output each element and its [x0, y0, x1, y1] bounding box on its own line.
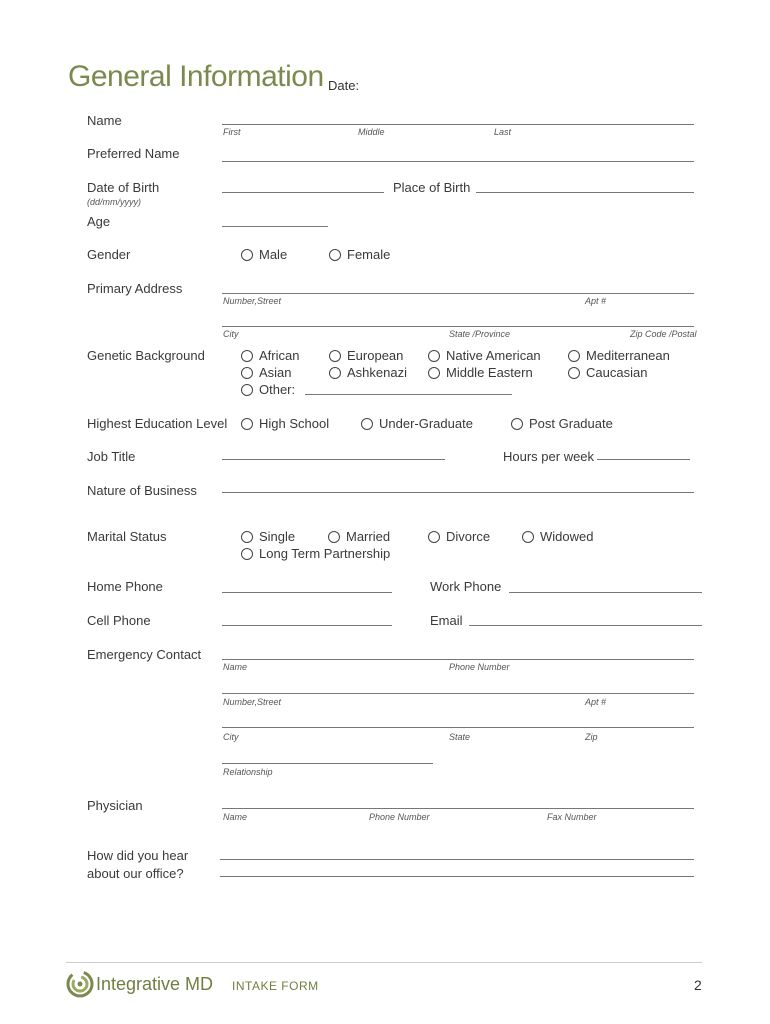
work-phone-field[interactable]	[509, 592, 702, 593]
page-number: 2	[694, 977, 702, 993]
emergency-apt-caption: Apt #	[585, 697, 607, 707]
emergency-street-field[interactable]	[222, 693, 694, 694]
emergency-relationship-field[interactable]	[222, 763, 433, 764]
page-title: General Information	[68, 60, 324, 93]
education-label: Highest Education Level	[87, 416, 228, 431]
genetic-option-asian[interactable]: Asian	[241, 365, 292, 380]
genetic-option-european[interactable]: European	[329, 348, 403, 363]
referral-field-line1[interactable]	[220, 859, 694, 860]
radio-icon[interactable]	[428, 350, 440, 362]
physician-phone-caption: Phone Number	[369, 812, 430, 822]
genetic-option-native-american[interactable]: Native American	[428, 348, 541, 363]
gender-label: Gender	[87, 247, 131, 262]
genetic-option-middle-eastern[interactable]: Middle Eastern	[428, 365, 533, 380]
address-state-caption: State /Province	[449, 329, 511, 339]
marital-option-divorce[interactable]: Divorce	[428, 529, 490, 544]
radio-icon[interactable]	[328, 531, 340, 543]
integrative-md-logo-icon	[66, 970, 94, 998]
emergency-state-caption: State	[449, 732, 471, 742]
preferred-name-field[interactable]	[222, 161, 694, 162]
radio-icon[interactable]	[329, 350, 341, 362]
radio-icon[interactable]	[329, 249, 341, 261]
radio-icon[interactable]	[241, 384, 253, 396]
education-option-under-graduate[interactable]: Under-Graduate	[361, 416, 473, 431]
referral-label-line2: about our office?	[87, 866, 184, 881]
address-street-caption: Number,Street	[223, 296, 282, 306]
referral-label-line1: How did you hear	[87, 848, 189, 863]
radio-icon[interactable]	[241, 249, 253, 261]
place-of-birth-field[interactable]	[476, 192, 694, 193]
marital-option-single[interactable]: Single	[241, 529, 295, 544]
physician-field[interactable]	[222, 808, 694, 809]
emergency-contact-label: Emergency Contact	[87, 647, 202, 662]
address-street-field[interactable]	[222, 293, 694, 294]
marital-status-label: Marital Status	[87, 529, 167, 544]
radio-icon[interactable]	[241, 418, 253, 430]
address-city-caption: City	[223, 329, 239, 339]
emergency-city-field[interactable]	[222, 727, 694, 728]
work-phone-label: Work Phone	[430, 579, 502, 594]
radio-icon[interactable]	[568, 350, 580, 362]
radio-icon[interactable]	[241, 531, 253, 543]
radio-icon[interactable]	[522, 531, 534, 543]
job-title-label: Job Title	[87, 449, 136, 464]
genetic-background-label: Genetic Background	[87, 348, 205, 363]
home-phone-field[interactable]	[222, 592, 392, 593]
marital-option-married[interactable]: Married	[328, 529, 390, 544]
radio-icon[interactable]	[241, 367, 253, 379]
name-first-caption: First	[223, 127, 241, 137]
preferred-name-label: Preferred Name	[87, 146, 180, 161]
place-of-birth-label: Place of Birth	[393, 180, 471, 195]
radio-icon[interactable]	[241, 548, 253, 560]
job-title-field[interactable]	[222, 459, 445, 460]
radio-icon[interactable]	[329, 367, 341, 379]
genetic-option-ashkenazi[interactable]: Ashkenazi	[329, 365, 407, 380]
radio-icon[interactable]	[568, 367, 580, 379]
address-zip-caption: Zip Code /Postal	[630, 329, 697, 339]
age-label: Age	[87, 214, 111, 229]
name-label: Name	[87, 113, 122, 128]
dob-field[interactable]	[222, 192, 384, 193]
referral-field-line2[interactable]	[220, 876, 694, 877]
genetic-option-african[interactable]: African	[241, 348, 299, 363]
emergency-name-field[interactable]	[222, 659, 694, 660]
name-middle-caption: Middle	[358, 127, 385, 137]
emergency-phone-caption: Phone Number	[449, 662, 510, 672]
hours-per-week-label: Hours per week	[503, 449, 595, 464]
physician-fax-caption: Fax Number	[547, 812, 597, 822]
cell-phone-label: Cell Phone	[87, 613, 151, 628]
emergency-street-caption: Number,Street	[223, 697, 282, 707]
education-option-high-school[interactable]: High School	[241, 416, 329, 431]
email-label: Email	[430, 613, 463, 628]
footer-divider	[66, 962, 702, 963]
genetic-option-caucasian[interactable]: Caucasian	[568, 365, 647, 380]
emergency-zip-caption: Zip	[585, 732, 598, 742]
nature-of-business-field[interactable]	[222, 492, 694, 493]
genetic-option-other[interactable]: Other:	[241, 382, 295, 397]
age-field[interactable]	[222, 226, 328, 227]
dob-format-caption: (dd/mm/yyyy)	[87, 197, 141, 207]
name-field[interactable]	[222, 124, 694, 125]
gender-option-male[interactable]: Male	[241, 247, 287, 262]
hours-per-week-field[interactable]	[597, 459, 690, 460]
physician-name-caption: Name	[223, 812, 248, 822]
marital-option-widowed[interactable]: Widowed	[522, 529, 593, 544]
email-field[interactable]	[469, 625, 702, 626]
date-label: Date:	[328, 78, 360, 93]
radio-icon[interactable]	[428, 367, 440, 379]
radio-icon[interactable]	[241, 350, 253, 362]
cell-phone-field[interactable]	[222, 625, 392, 626]
address-city-field[interactable]	[222, 326, 694, 327]
emergency-relationship-caption: Relationship	[223, 767, 273, 777]
gender-option-female[interactable]: Female	[329, 247, 390, 262]
name-last-caption: Last	[494, 127, 512, 137]
nature-of-business-label: Nature of Business	[87, 483, 197, 498]
marital-option-long-term-partnership[interactable]: Long Term Partnership	[241, 546, 390, 561]
emergency-city-caption: City	[223, 732, 239, 742]
radio-icon[interactable]	[511, 418, 523, 430]
emergency-name-caption: Name	[223, 662, 248, 672]
genetic-other-field[interactable]	[305, 394, 512, 395]
genetic-option-mediterranean[interactable]: Mediterranean	[568, 348, 670, 363]
primary-address-label: Primary Address	[87, 281, 183, 296]
brand-name: Integrative MD	[96, 974, 214, 994]
address-apt-caption: Apt #	[585, 296, 607, 306]
home-phone-label: Home Phone	[87, 579, 163, 594]
form-name: INTAKE FORM	[232, 979, 319, 993]
radio-icon[interactable]	[361, 418, 373, 430]
dob-label: Date of Birth	[87, 180, 160, 195]
physician-label: Physician	[87, 798, 143, 813]
radio-icon[interactable]	[428, 531, 440, 543]
education-option-post-graduate[interactable]: Post Graduate	[511, 416, 613, 431]
